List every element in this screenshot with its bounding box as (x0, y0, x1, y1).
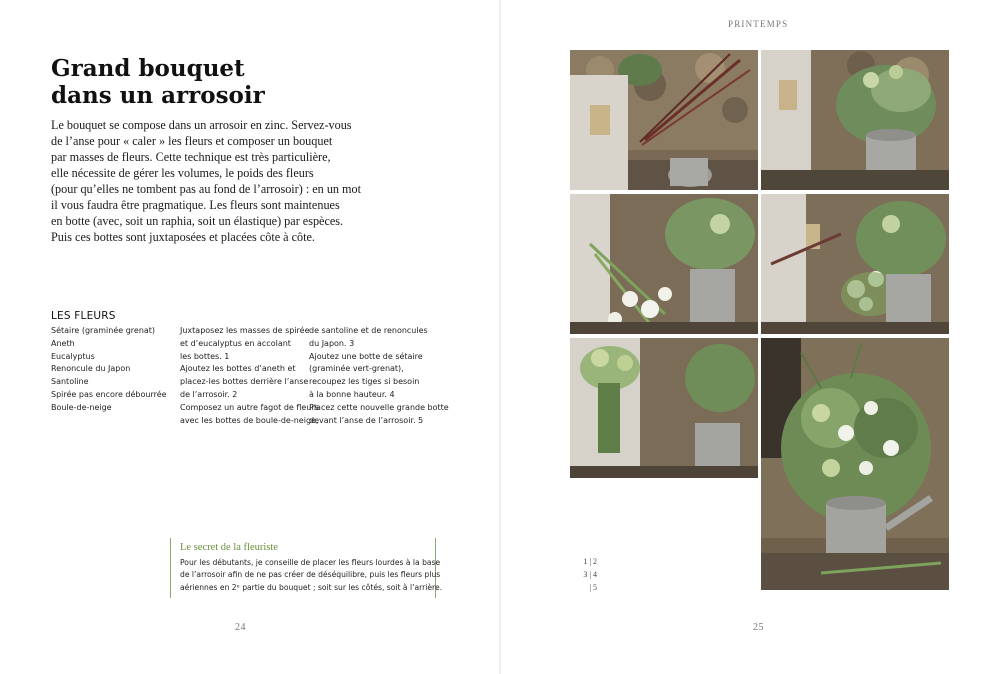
intro-line: en botte (avec, soit un raphia, soit un élastique) par espèces. (51, 214, 344, 228)
page-title (51, 55, 371, 109)
photo-index-row: 1 | 2 (583, 557, 597, 566)
flower-item: Spirée pas encore débourrée (51, 389, 167, 399)
photo-index (579, 555, 597, 594)
intro-line: par masses de fleurs. Cette technique est très particulière, (51, 150, 331, 164)
step-line: à la bonne hauteur. 4 (309, 389, 395, 399)
photo-step-1 (570, 50, 758, 190)
intro-line: elle nécessite de gérer les volumes, le poids des fleurs (51, 166, 314, 180)
right-page (500, 0, 1000, 674)
intro-line: de l’anse pour « caler » les fleurs et composer un bouquet (51, 134, 333, 148)
flower-item: Boule-de-neige (51, 402, 112, 412)
title-line: dans un arrosoir (51, 82, 265, 109)
photo-index-row: | 5 (589, 583, 597, 592)
secret-line: Pour les débutants, je conseille de placer les fleurs lourdes à la base (180, 558, 441, 567)
intro-line: (pour qu’elles ne tombent pas au fond de l’arrosoir) : en un mot (51, 182, 362, 196)
photo-index-row: 3 | 4 (583, 570, 597, 579)
step-line: Placez cette nouvelle grande botte (309, 402, 449, 412)
step-line: et d’eucalyptus en accolant (180, 338, 291, 348)
photo-step-3 (570, 194, 758, 334)
step-line: avec les bottes de boule-de-neige, (180, 415, 319, 425)
step-line: Composez un autre fagot de fleurs (180, 402, 319, 412)
step-line: de santoline et de renoncules (309, 326, 428, 335)
step-line: Ajoutez les bottes d’aneth et (180, 364, 296, 374)
photo-step-2 (761, 50, 949, 190)
intro-line: Puis ces bottes sont juxtaposées et placées côte à côte. (51, 230, 315, 244)
running-head: PRINTEMPS (728, 19, 789, 29)
step-line: (graminée vert-grenat), (309, 364, 404, 374)
photo-step-final (761, 338, 949, 590)
step-line: du Japon. 3 (309, 338, 355, 348)
flowers-heading: LES FLEURS (51, 310, 116, 322)
secret-text (180, 557, 443, 594)
flower-item: Santoline (51, 377, 89, 387)
page-number-left: 24 (235, 622, 246, 633)
title-line: Grand bouquet (51, 55, 245, 82)
secret-line: aériennes en 2ᵉ partie du bouquet ; soit sur les côtés, soit à l’arrière. (180, 582, 443, 592)
florist-secret-box (170, 538, 443, 598)
flower-item: Renoncule du Japon (51, 364, 131, 374)
photo-step-4 (761, 194, 949, 334)
step-line: Ajoutez une botte de sétaire (309, 351, 423, 361)
intro-line: il vous faudra être pragmatique. Les fleurs sont maintenues (51, 198, 340, 212)
intro-paragraph (51, 117, 361, 245)
flower-item: Aneth (51, 338, 75, 348)
step-line: placez-les bottes derrière l’anse (180, 377, 309, 387)
secret-line: de l’arrosoir afin de ne pas créer de déséquilibre, puis les fleurs plus (180, 570, 441, 580)
step-line: devant l’anse de l’arrosoir. 5 (309, 415, 424, 425)
photo-step-5 (570, 338, 758, 478)
flower-item: Sétaire (graminée grenat) (51, 326, 156, 335)
step-line: recoupez les tiges si besoin (309, 377, 420, 387)
flower-item: Eucalyptus (51, 351, 95, 361)
steps-column-1 (180, 325, 319, 427)
step-line: de l’arrosoir. 2 (180, 389, 238, 399)
secret-title: Le secret de la fleuriste (180, 542, 278, 553)
flower-list (51, 325, 167, 415)
step-line: Juxtaposez les masses de spirée (180, 326, 310, 335)
intro-line: Le bouquet se compose dans un arrosoir en zinc. Servez-vous (51, 118, 352, 132)
step-line: les bottes. 1 (180, 351, 230, 361)
page-number-right: 25 (753, 622, 764, 633)
steps-column-2 (309, 325, 449, 427)
